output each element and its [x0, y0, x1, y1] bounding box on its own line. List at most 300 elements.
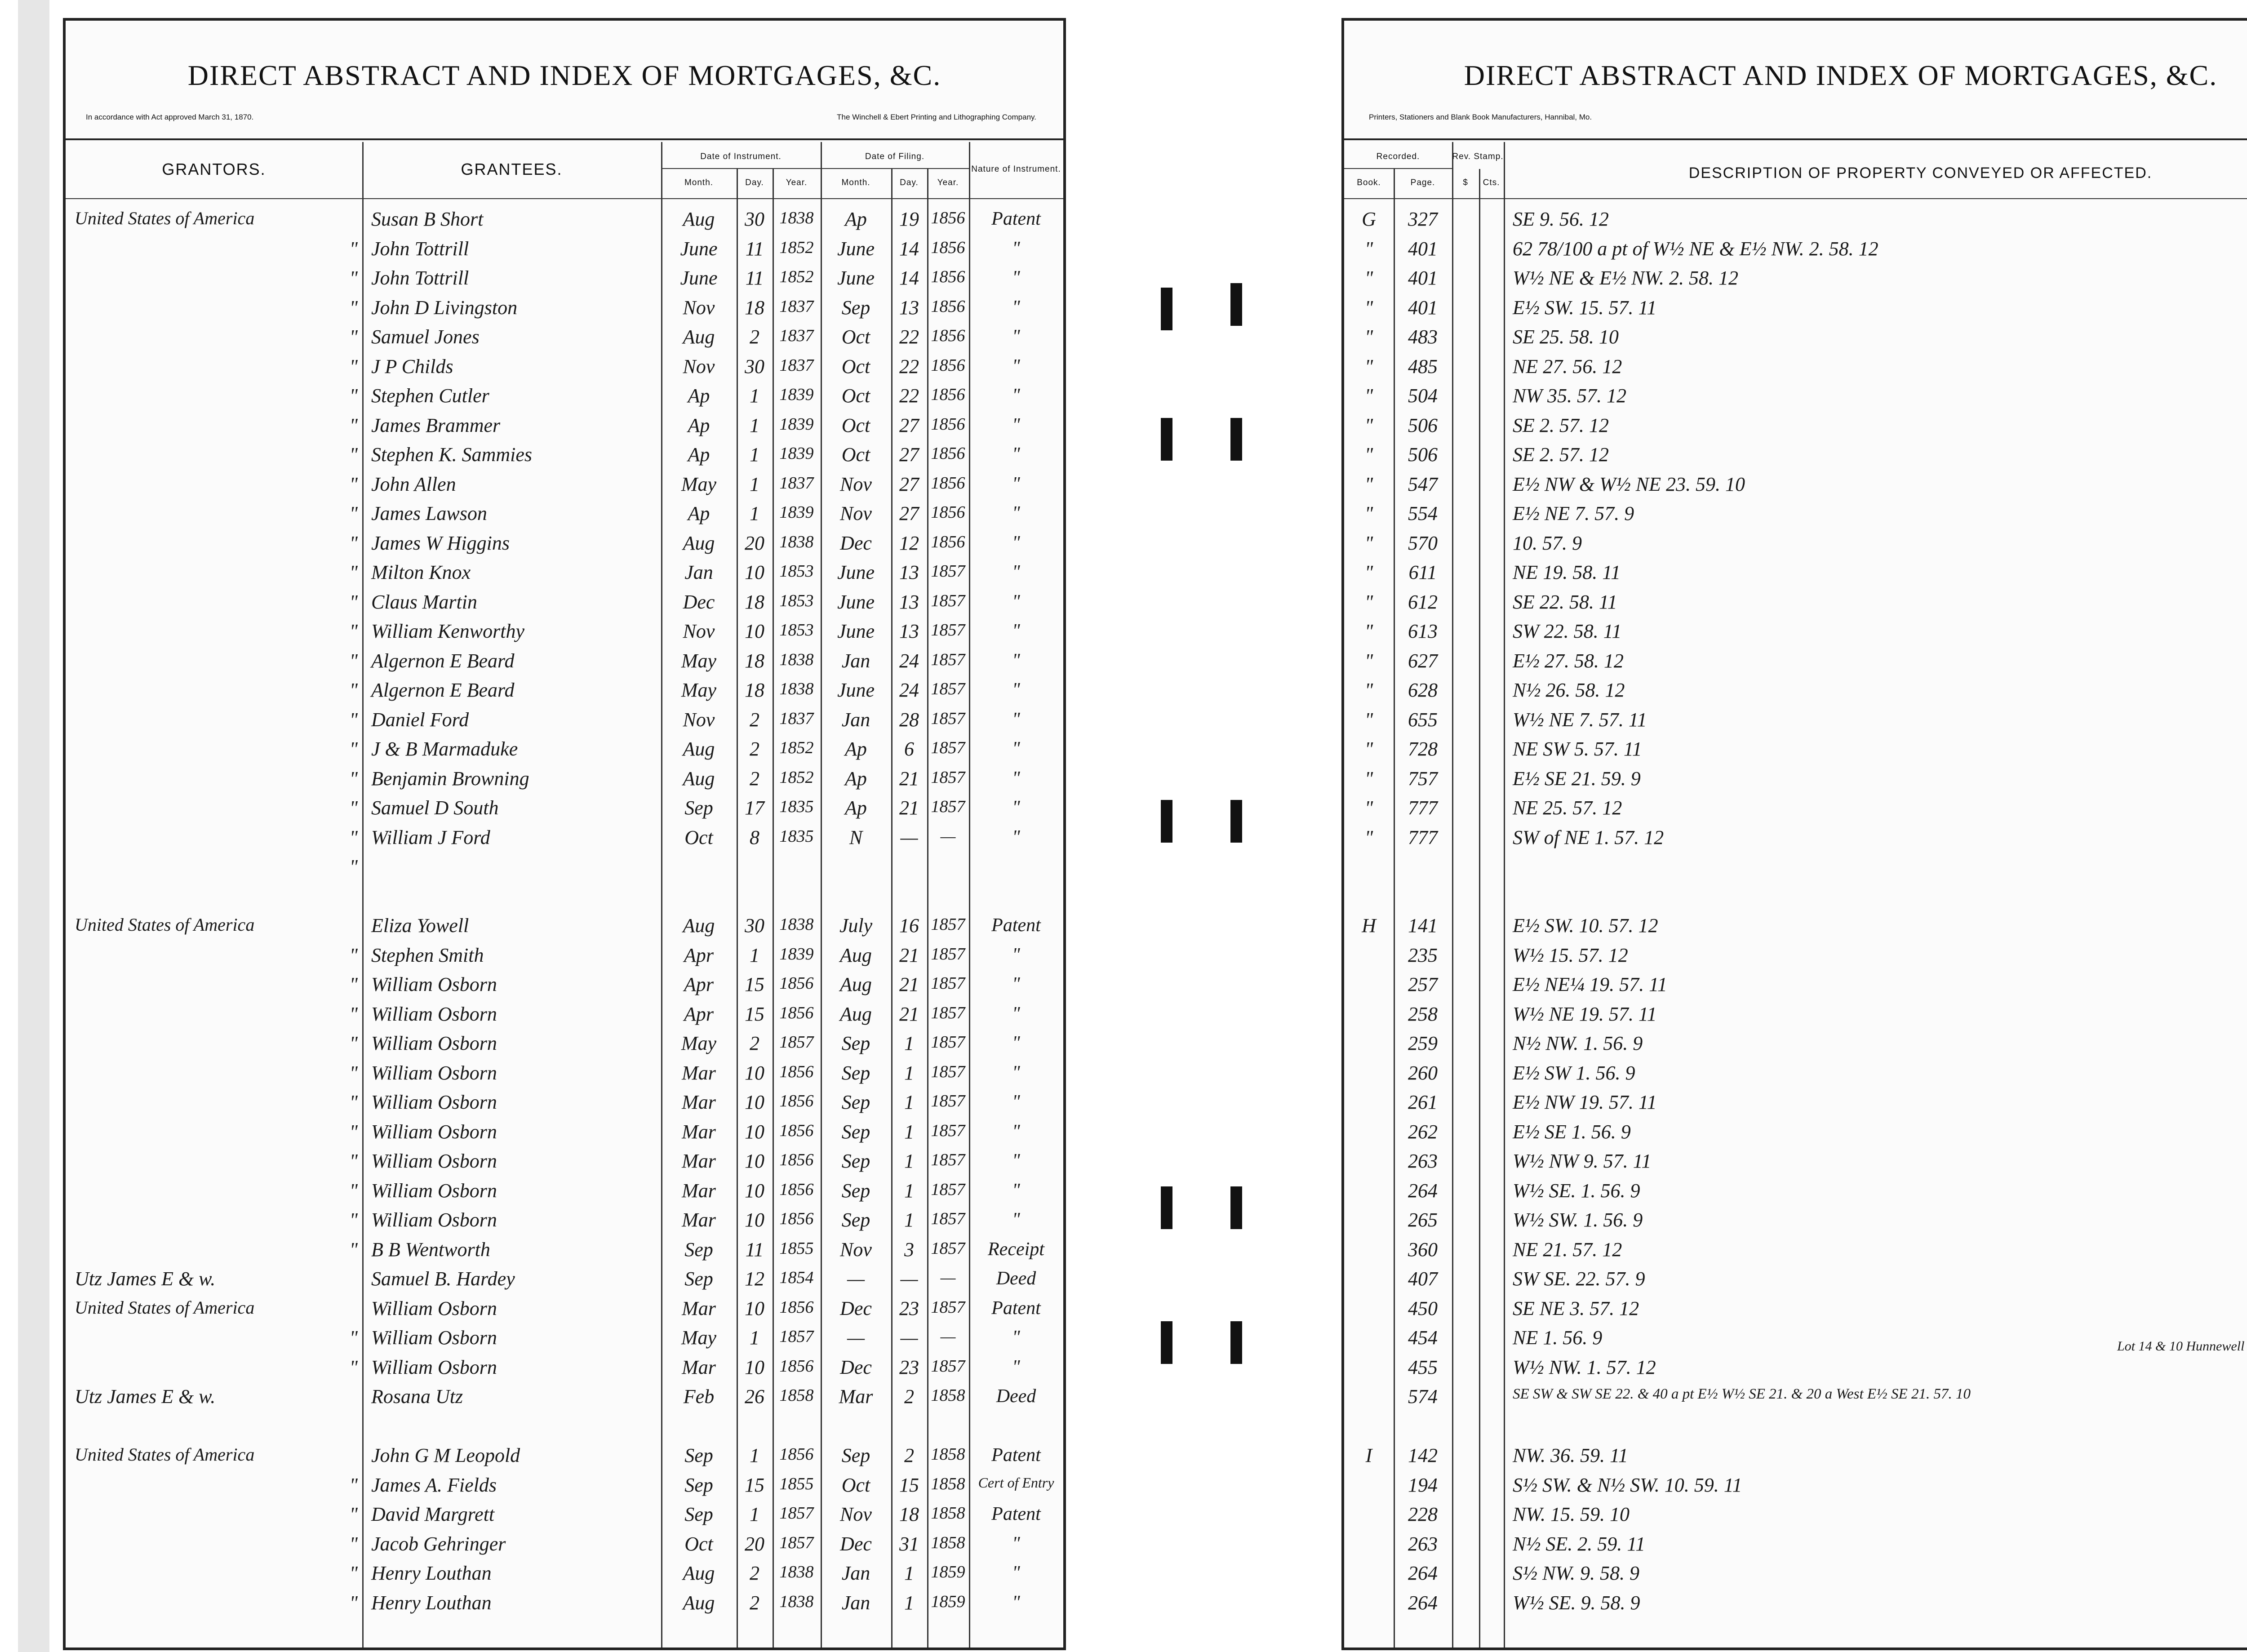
- instrument-month-cell: Aug: [683, 915, 715, 937]
- grantor-cell: ": [349, 708, 358, 731]
- instrument-day-cell: 15: [745, 1474, 764, 1496]
- instrument-day-cell: 30: [745, 208, 764, 230]
- filing-month-cell: Oct: [841, 444, 870, 466]
- instrument-year-cell: 1838: [779, 1563, 814, 1581]
- nature-cell: ": [1012, 238, 1020, 259]
- filing-month-cell: Oct: [841, 385, 870, 407]
- page-cell: 401: [1408, 296, 1438, 319]
- filing-day-cell: 22: [899, 326, 919, 348]
- description-cell: SE NE 3. 57. 12: [1513, 1297, 1639, 1319]
- filing-year-cell: 1856: [931, 209, 965, 227]
- description-cell: N½ NW. 1. 56. 9: [1513, 1032, 1643, 1054]
- filing-month-cell: Mar: [839, 1386, 873, 1408]
- filing-day-cell: 27: [899, 444, 919, 466]
- grantee-cell: William Osborn: [371, 973, 497, 995]
- instrument-month-cell: Aug: [683, 532, 715, 554]
- instrument-month-cell: May: [681, 473, 717, 495]
- page-cell: 262: [1408, 1120, 1438, 1143]
- filing-year-cell: 1857: [931, 1356, 965, 1376]
- description-cell: SE 25. 58. 10: [1513, 326, 1619, 348]
- grantors-header: GRANTORS.: [162, 160, 266, 178]
- grantee-cell: Samuel D South: [371, 797, 499, 819]
- instrument-day-header: Day.: [745, 178, 764, 187]
- instrument-day-cell: 8: [750, 826, 759, 848]
- nature-cell: Deed: [996, 1268, 1036, 1289]
- page-cell: 401: [1408, 267, 1438, 289]
- filing-month-cell: June: [837, 620, 875, 642]
- nature-cell: ": [1012, 738, 1020, 759]
- description-cell: SE 9. 56. 12: [1513, 208, 1609, 230]
- filing-day-cell: 3: [904, 1238, 914, 1261]
- instrument-year-cell: 1857: [779, 1033, 814, 1052]
- description-cell: E½ NW & W½ NE 23. 59. 10: [1513, 473, 1745, 495]
- filing-month-cell: Oct: [841, 326, 870, 348]
- grantor-cell: ": [349, 502, 358, 524]
- instrument-day-cell: 10: [745, 1091, 764, 1113]
- filing-day-cell: 16: [899, 915, 919, 937]
- instrument-month-cell: Ap: [688, 502, 710, 524]
- grantee-cell: John Tottrill: [371, 237, 469, 260]
- nature-cell: ": [1012, 1563, 1020, 1583]
- instrument-month-cell: Oct: [684, 826, 713, 848]
- filing-year-cell: 1857: [931, 1239, 965, 1258]
- grantor-cell: ": [349, 1503, 358, 1525]
- grantor-cell: United States of America: [75, 915, 255, 935]
- filing-day-cell: 1: [904, 1032, 914, 1054]
- book-cell: ": [1364, 473, 1373, 495]
- instrument-year-cell: 1852: [779, 238, 814, 257]
- filing-year-cell: —: [940, 826, 956, 846]
- grantor-cell: ": [349, 1179, 358, 1202]
- grantor-cell: Utz James E & w.: [75, 1386, 216, 1408]
- rev-stamp-header: Rev. Stamp.: [1452, 152, 1504, 161]
- book-cell: ": [1364, 502, 1373, 524]
- grantee-cell: William Osborn: [371, 1120, 497, 1143]
- description-cell: E½ SE 21. 59. 9: [1513, 767, 1641, 790]
- filing-year-cell: 1857: [931, 1180, 965, 1199]
- description-cell: N½ SE. 2. 59. 11: [1513, 1532, 1645, 1555]
- filing-day-cell: 21: [899, 1003, 919, 1025]
- grantor-cell: ": [349, 973, 358, 995]
- filing-day-cell: 21: [899, 944, 919, 966]
- filing-day-cell: 27: [899, 502, 919, 524]
- filing-year-cell: 1857: [931, 1121, 965, 1140]
- page-cell: 141: [1408, 915, 1438, 937]
- grantor-cell: ": [349, 767, 358, 790]
- grantee-cell: Henry Louthan: [371, 1562, 492, 1584]
- filing-year-cell: 1857: [931, 591, 965, 610]
- description-cell: W½ NW 9. 57. 11: [1513, 1150, 1652, 1172]
- grantor-cell: ": [349, 1327, 358, 1349]
- instrument-year-cell: 1838: [779, 650, 814, 669]
- filing-month-cell: Sep: [841, 1444, 870, 1466]
- nature-cell: Deed: [996, 1386, 1036, 1407]
- filing-day-cell: 13: [899, 620, 919, 642]
- grantor-cell: ": [349, 591, 358, 613]
- nature-cell: ": [1012, 650, 1020, 671]
- filing-year-cell: 1856: [931, 444, 965, 463]
- filing-day-cell: 22: [899, 385, 919, 407]
- page-cell: 570: [1408, 532, 1438, 554]
- filing-year-cell: 1857: [931, 738, 965, 757]
- grantee-cell: James W Higgins: [371, 532, 510, 554]
- page-cell: 613: [1408, 620, 1438, 642]
- page-cell: 455: [1408, 1356, 1438, 1378]
- instrument-year-cell: 1857: [779, 1327, 814, 1346]
- grantor-cell: United States of America: [75, 208, 255, 228]
- nature-cell: ": [1012, 1033, 1020, 1053]
- filing-day-cell: 1: [904, 1150, 914, 1172]
- description-cell: E½ SE 1. 56. 9: [1513, 1120, 1631, 1143]
- instrument-month-cell: Ap: [688, 414, 710, 436]
- instrument-year-cell: 1838: [779, 1592, 814, 1611]
- instrument-month-cell: Aug: [683, 738, 715, 760]
- filing-year-cell: 1858: [931, 1474, 965, 1493]
- description-cell: E½ SW. 10. 57. 12: [1513, 915, 1658, 937]
- grantee-cell: John Tottrill: [371, 267, 469, 289]
- filing-month-cell: Sep: [841, 1179, 870, 1202]
- instrument-day-cell: 2: [750, 738, 759, 760]
- instrument-day-cell: 1: [750, 1444, 759, 1466]
- description-cell: W½ NE & E½ NW. 2. 58. 12: [1513, 267, 1738, 289]
- date-of-filing-header: Date of Filing.: [865, 152, 925, 161]
- instrument-year-cell: 1858: [779, 1386, 814, 1405]
- filing-year-cell: 1856: [931, 414, 965, 434]
- grantee-cell: Eliza Yowell: [371, 915, 469, 937]
- page-cell: 235: [1408, 944, 1438, 966]
- filing-year-cell: 1857: [931, 974, 965, 993]
- filing-month-cell: Aug: [840, 973, 872, 995]
- grantor-cell: ": [349, 1532, 358, 1555]
- nature-cell: ": [1012, 414, 1020, 435]
- instrument-year-cell: 1856: [779, 1180, 814, 1199]
- page-cell: 627: [1408, 649, 1438, 672]
- description-cell: E½ NE¼ 19. 57. 11: [1513, 973, 1667, 995]
- filing-year-header: Year.: [937, 178, 959, 187]
- grantee-cell: William Osborn: [371, 1179, 497, 1202]
- grantee-cell: Stephen K. Sammies: [371, 444, 533, 466]
- instrument-day-cell: 15: [745, 973, 764, 995]
- page-cell: 504: [1408, 385, 1438, 407]
- grantee-cell: William Osborn: [371, 1150, 497, 1172]
- instrument-month-cell: Mar: [682, 1150, 716, 1172]
- filing-day-cell: 21: [899, 797, 919, 819]
- instrument-day-cell: 1: [750, 444, 759, 466]
- description-cell: NE SW 5. 57. 11: [1513, 738, 1642, 760]
- grantor-cell: ": [349, 1356, 358, 1378]
- nature-cell: ": [1012, 1533, 1020, 1554]
- book-cell: H: [1362, 915, 1376, 937]
- instrument-year-cell: 1853: [779, 591, 814, 610]
- page-cell: 265: [1408, 1209, 1438, 1231]
- instrument-month-cell: Sep: [684, 1444, 713, 1466]
- page-cell: 506: [1408, 414, 1438, 436]
- instrument-day-cell: 10: [745, 1150, 764, 1172]
- filing-month-cell: Nov: [840, 473, 872, 495]
- filing-year-cell: 1856: [931, 326, 965, 345]
- grantee-cell: Benjamin Browning: [371, 767, 529, 790]
- instrument-year-cell: 1853: [779, 562, 814, 581]
- binding-hole: [1161, 1321, 1172, 1364]
- filing-month-cell: Oct: [841, 414, 870, 436]
- filing-month-cell: Ap: [845, 738, 867, 760]
- instrument-year-cell: 1852: [779, 738, 814, 757]
- filing-day-cell: 23: [899, 1356, 919, 1378]
- instrument-day-cell: 18: [745, 296, 764, 319]
- grantor-cell: ": [349, 1474, 358, 1496]
- filing-day-cell: 13: [899, 561, 919, 583]
- filing-month-cell: June: [837, 591, 875, 613]
- page-cell: 628: [1408, 679, 1438, 701]
- filing-year-cell: 1859: [931, 1563, 965, 1581]
- instrument-day-cell: 2: [750, 1032, 759, 1054]
- page-cell: 454: [1408, 1327, 1438, 1349]
- grantor-cell: ": [349, 1091, 358, 1113]
- grantee-cell: William Osborn: [371, 1091, 497, 1113]
- left-entries: [66, 21, 1063, 1648]
- binding-hole: [1230, 1321, 1242, 1364]
- description-cell: 62 78/100 a pt of W½ NE & E½ NW. 2. 58. 12: [1513, 237, 1878, 260]
- page-cell: 264: [1408, 1179, 1438, 1202]
- filing-month-cell: June: [837, 237, 875, 260]
- instrument-year-cell: 1839: [779, 444, 814, 463]
- filing-month-cell: Sep: [841, 1032, 870, 1054]
- filing-day-cell: 19: [899, 208, 919, 230]
- instrument-year-header: Year.: [786, 178, 808, 187]
- instrument-year-cell: 1857: [779, 1533, 814, 1552]
- grantee-cell: Stephen Smith: [371, 944, 484, 966]
- filing-month-cell: Oct: [841, 355, 870, 377]
- instrument-month-cell: June: [680, 267, 718, 289]
- filing-year-cell: 1856: [931, 532, 965, 551]
- book-cell: ": [1364, 679, 1373, 701]
- book-cell: ": [1364, 296, 1373, 319]
- page-cell: 407: [1408, 1268, 1438, 1290]
- instrument-month-cell: May: [681, 1327, 717, 1349]
- cents-header: Cts.: [1483, 178, 1500, 187]
- nature-cell: ": [1012, 532, 1020, 553]
- filing-year-cell: 1858: [931, 1504, 965, 1523]
- grantor-cell: ": [349, 738, 358, 760]
- grantor-cell: United States of America: [75, 1444, 255, 1465]
- description-cell: NE 19. 58. 11: [1513, 561, 1621, 583]
- filing-month-cell: Sep: [841, 296, 870, 319]
- grantee-cell: Samuel B. Hardey: [371, 1268, 515, 1290]
- grantor-cell: ": [349, 1061, 358, 1084]
- description-cell: SW of NE 1. 57. 12: [1513, 826, 1664, 848]
- instrument-day-cell: 30: [745, 355, 764, 377]
- book-cell: ": [1364, 444, 1373, 466]
- instrument-day-cell: 12: [745, 1268, 764, 1290]
- instrument-year-cell: 1838: [779, 915, 814, 934]
- nature-cell: ": [1012, 1592, 1020, 1613]
- nature-cell: ": [1012, 797, 1020, 818]
- book-header: Book.: [1357, 178, 1381, 187]
- nature-cell: ": [1012, 826, 1020, 848]
- instrument-month-cell: May: [681, 649, 717, 672]
- instrument-year-cell: 1856: [779, 1003, 814, 1022]
- filing-month-cell: —: [847, 1268, 865, 1290]
- page-cell: 547: [1408, 473, 1438, 495]
- page-cell: 360: [1408, 1238, 1438, 1261]
- instrument-year-cell: 1838: [779, 679, 814, 698]
- instrument-year-cell: 1839: [779, 385, 814, 404]
- description-cell: E½ NE 7. 57. 9: [1513, 502, 1634, 524]
- instrument-day-cell: 26: [745, 1386, 764, 1408]
- filing-day-cell: —: [900, 826, 918, 848]
- filing-month-cell: Sep: [841, 1061, 870, 1084]
- instrument-year-cell: 1856: [779, 1121, 814, 1140]
- grantor-cell: ": [349, 414, 358, 436]
- filing-day-cell: —: [900, 1268, 918, 1290]
- nature-of-instrument-header: Nature of Instrument.: [971, 164, 1061, 174]
- book-cell: ": [1364, 738, 1373, 760]
- grantee-cell: Jacob Gehringer: [371, 1532, 506, 1555]
- instrument-month-cell: Ap: [688, 385, 710, 407]
- instrument-day-cell: 2: [750, 1562, 759, 1584]
- description-cell: S½ SW. & N½ SW. 10. 59. 11: [1513, 1474, 1742, 1496]
- recorded-header: Recorded.: [1376, 152, 1420, 161]
- instrument-month-cell: Jan: [684, 561, 713, 583]
- filing-year-cell: 1857: [931, 679, 965, 698]
- nature-cell: Patent: [991, 915, 1041, 936]
- description-cell: W½ SW. 1. 56. 9: [1513, 1209, 1643, 1231]
- instrument-month-cell: Nov: [683, 355, 715, 377]
- binding-hole: [1161, 418, 1172, 461]
- filing-year-cell: 1857: [931, 709, 965, 728]
- grantor-cell: ": [349, 296, 358, 319]
- instrument-year-cell: 1838: [779, 532, 814, 551]
- right-entries: [1344, 21, 2247, 1648]
- book-cell: ": [1364, 385, 1373, 407]
- grantee-cell: Algernon E Beard: [371, 679, 515, 701]
- instrument-month-cell: Nov: [683, 620, 715, 642]
- filing-year-cell: 1859: [931, 1592, 965, 1611]
- filing-month-cell: Sep: [841, 1120, 870, 1143]
- grantor-cell: ": [349, 532, 358, 554]
- filing-month-cell: Nov: [840, 1503, 872, 1525]
- filing-month-cell: Jan: [841, 1591, 870, 1614]
- instrument-year-cell: 1857: [779, 1504, 814, 1523]
- instrument-month-cell: Mar: [682, 1061, 716, 1084]
- page-cell: 142: [1408, 1444, 1438, 1466]
- instrument-month-cell: Aug: [683, 767, 715, 790]
- act-note: In accordance with Act approved March 31, 1870.: [86, 113, 254, 121]
- nature-cell: Patent: [991, 1504, 1041, 1524]
- grantee-cell: John G M Leopold: [371, 1444, 520, 1466]
- filing-month-cell: Ap: [845, 767, 867, 790]
- instrument-day-cell: 10: [745, 1061, 764, 1084]
- page-cell: 263: [1408, 1532, 1438, 1555]
- page-cell: 777: [1408, 826, 1438, 848]
- filing-day-cell: 21: [899, 973, 919, 995]
- grantor-cell: ": [349, 1032, 358, 1054]
- instrument-day-cell: 17: [745, 797, 764, 819]
- instrument-day-cell: 1: [750, 1327, 759, 1349]
- instrument-month-cell: Mar: [682, 1297, 716, 1319]
- page-cell: 777: [1408, 797, 1438, 819]
- instrument-month-cell: Aug: [683, 1562, 715, 1584]
- filing-day-cell: 21: [899, 767, 919, 790]
- instrument-month-cell: Mar: [682, 1209, 716, 1231]
- instrument-day-cell: 30: [745, 915, 764, 937]
- page-cell: 264: [1408, 1591, 1438, 1614]
- grantor-cell: ": [349, 679, 358, 701]
- filing-day-cell: 24: [899, 679, 919, 701]
- instrument-year-cell: 1839: [779, 414, 814, 434]
- book-cell: I: [1365, 1444, 1372, 1466]
- grantor-cell: ": [349, 856, 358, 878]
- filing-month-cell: July: [839, 915, 873, 937]
- grantee-cell: Samuel Jones: [371, 326, 480, 348]
- instrument-month-cell: Sep: [684, 1474, 713, 1496]
- grantor-cell: ": [349, 620, 358, 642]
- description-cell: NE 1. 56. 9: [1513, 1327, 1603, 1349]
- instrument-year-cell: 1856: [779, 1150, 814, 1169]
- page-header: Page.: [1410, 178, 1435, 187]
- filing-month-cell: Sep: [841, 1150, 870, 1172]
- filing-month-cell: —: [847, 1327, 865, 1349]
- grantor-cell: ": [349, 561, 358, 583]
- instrument-month-cell: Nov: [683, 708, 715, 731]
- instrument-year-cell: 1855: [779, 1239, 814, 1258]
- filing-year-cell: 1857: [931, 621, 965, 639]
- grantee-cell: William Osborn: [371, 1297, 497, 1319]
- description-cell: SE 2. 57. 12: [1513, 444, 1609, 466]
- nature-cell: ": [1012, 444, 1020, 465]
- page-cell: 228: [1408, 1503, 1438, 1525]
- grantee-cell: William J Ford: [371, 826, 490, 848]
- filing-day-cell: 2: [904, 1386, 914, 1408]
- grantee-cell: Henry Louthan: [371, 1591, 492, 1614]
- description-cell: NE 25. 57. 12: [1513, 797, 1622, 819]
- book-cell: ": [1364, 826, 1373, 848]
- grantee-cell: William Osborn: [371, 1061, 497, 1084]
- page-cell: 485: [1408, 355, 1438, 377]
- book-cell: ": [1364, 237, 1373, 260]
- instrument-year-cell: 1852: [779, 267, 814, 286]
- nature-cell: ": [1012, 709, 1020, 730]
- filing-month-cell: Jan: [841, 649, 870, 672]
- instrument-year-cell: 1855: [779, 1474, 814, 1493]
- filing-day-cell: 1: [904, 1091, 914, 1113]
- description-cell: W½ NE 19. 57. 11: [1513, 1003, 1657, 1025]
- instrument-day-cell: 1: [750, 502, 759, 524]
- description-cell: NW 35. 57. 12: [1513, 385, 1626, 407]
- instrument-month-cell: May: [681, 679, 717, 701]
- filing-day-cell: 14: [899, 267, 919, 289]
- description-cell: W½ NE 7. 57. 11: [1513, 708, 1647, 731]
- filing-day-cell: 18: [899, 1503, 919, 1525]
- filing-day-cell: 1: [904, 1562, 914, 1584]
- instrument-year-cell: 1835: [779, 826, 814, 846]
- filing-year-cell: 1857: [931, 650, 965, 669]
- grantor-cell: ": [349, 1120, 358, 1143]
- instrument-year-cell: 1837: [779, 355, 814, 375]
- page-cell: 612: [1408, 591, 1438, 613]
- grantor-cell: United States of America: [75, 1297, 255, 1318]
- grantor-cell: ": [349, 444, 358, 466]
- description-header: DESCRIPTION OF PROPERTY CONVEYED OR AFFECTED.: [1688, 164, 2153, 182]
- grantee-cell: William Osborn: [371, 1209, 497, 1231]
- filing-month-cell: Aug: [840, 944, 872, 966]
- filing-day-cell: 15: [899, 1474, 919, 1496]
- nature-cell: ": [1012, 974, 1020, 995]
- instrument-day-cell: 1: [750, 473, 759, 495]
- nature-cell: ": [1012, 768, 1020, 789]
- filing-day-header: Day.: [900, 178, 919, 187]
- instrument-year-cell: 1835: [779, 797, 814, 816]
